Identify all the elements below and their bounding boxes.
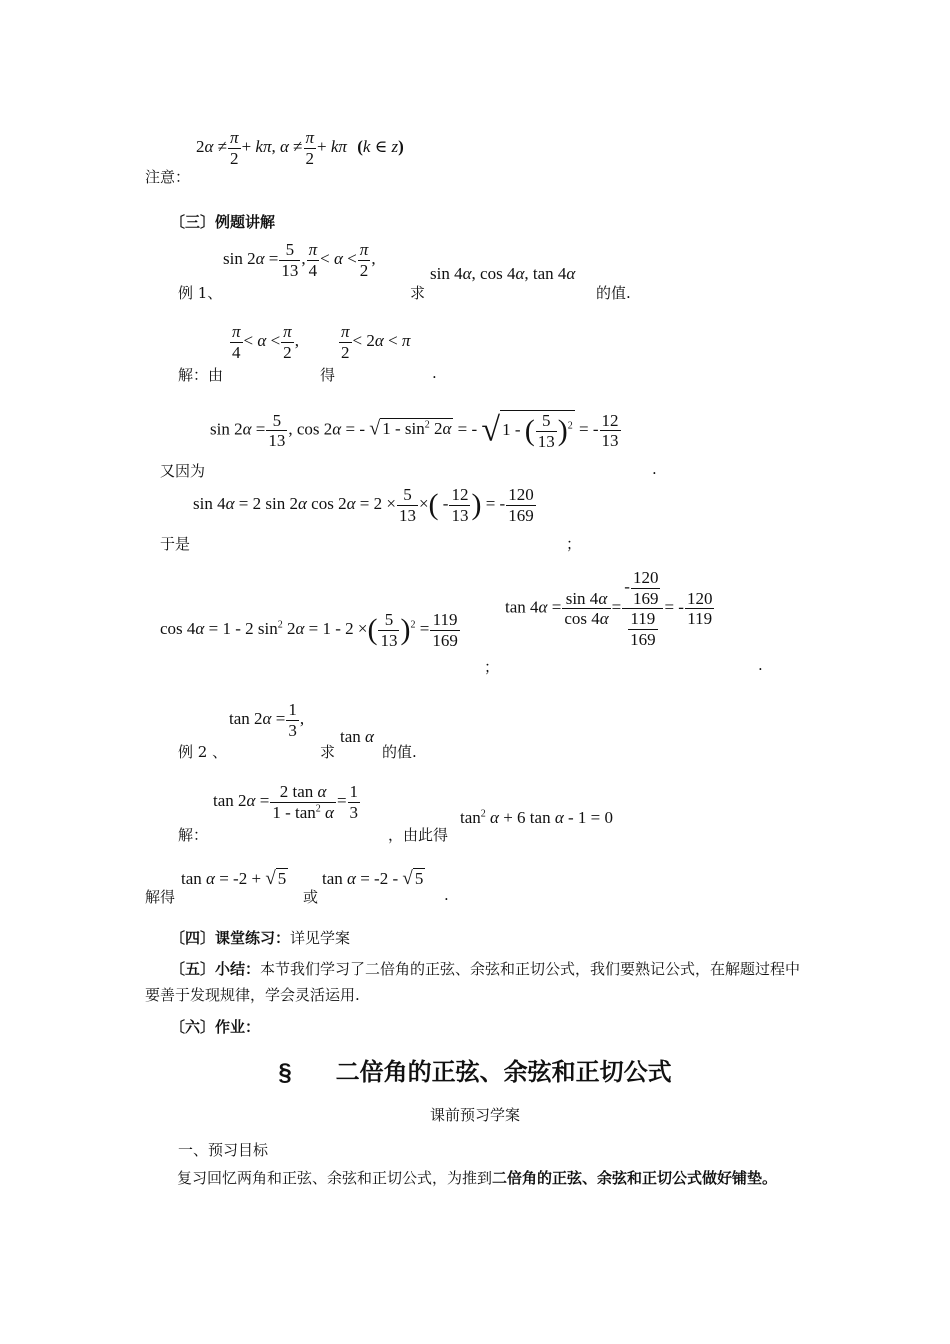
note-formula: 2α ≠ $\frac{\pi}{2}$ + kπ, α ≠ $\frac{\pi}{2}$ + kπ (k ∈ z) [196,128,404,168]
preview-text-bold: 二倍角的正弦、余弦和正切公式做好铺垫。 [492,1170,778,1187]
section-symbol: § [278,1059,292,1086]
example2-suffix: 的值. [382,743,417,761]
section5-title: 〔五〕小结： [170,960,261,978]
solution1-range: $\frac{\pi}{4}$ < α < $\frac{\pi}{2}$ , [232,322,299,362]
example1-suffix: 的值. [596,284,631,302]
section6-title: 〔六〕作业： [170,1018,261,1036]
result-1: tan α = -2 + √ 5 [181,868,287,889]
solution2-mid: ，由此得 [388,826,449,844]
result-label: 解得 [145,888,176,906]
subheading: 课前预习学案 [429,1106,520,1124]
cos4-end: ； [484,658,500,676]
example2-ask: 求 [320,743,336,761]
result-or: 或 [303,888,319,906]
section3-title: 〔三〕例题讲解 [170,213,276,231]
solution1-get: 得 [320,366,336,384]
cos4-formula: cos 4α = 1 - 2 $\sin^2 2\alpha = 1 - 2$ ×( $\frac{5}{13}$ )$^2$ = $\frac{119}{169}$ [160,610,458,650]
example1-given: sin 2α = $\frac{5}{13}$ , $\frac{\pi}{4}$ < α < $\frac{\pi}{2}$ , [223,240,376,280]
example2-target: tan α [340,727,374,746]
example1-label: 例 1、 [178,284,223,302]
result-2: tan α = -2 - √ 5 [322,868,424,889]
example2-given: tan 2α = $\frac{1}{3}$ , [229,700,305,740]
note-label: 注意： [145,168,191,186]
solution1-result: $\frac{\pi}{2}$ < 2α < π [341,322,411,362]
solution1-end: . [432,364,437,382]
section4 [170,927,350,948]
result-end: . [444,886,449,904]
section5-text: 本节我们学习了二倍角的正弦、余弦和正切公式，我们要熟记公式，在解题过程中要善于发现规律，学会灵活运用. [145,960,801,1004]
because-formula: sin 2α = $\frac{5}{13}$ , cos 2α = - √ $1 - \sin^2 2\alpha$ = - √ 1 - ( $\frac{5}{13}$ )$^2$ = - $\frac{12}{13}$ [210,410,619,451]
preview-text-plain: 复习回忆两角和正弦、余弦和正切公式，为推到 [177,1169,493,1187]
preview-text [145,1165,810,1192]
sin4-formula: sin 4α = 2 sin 2α cos 2α = 2 × $\frac{5}{13}$ ×( - $\frac{12}{13}$ ) = - $\frac{120}{169}$ [193,485,534,525]
because-end: . [652,460,657,478]
tan4-formula: tan 4α = $\frac{\sin 4\alpha}{\cos 4\alpha}$ = - $\frac{120}{169}$ $\frac{119}{169}$ = - $\frac{120}{119}$ [505,568,713,649]
sin4-end: ； [566,535,582,553]
solution2-eq: tan 2α = $\frac{\text{2 tan α}}{1 - \tan^2 \alpha}$ = $\frac{1}{3}$ [213,782,359,822]
section4-title: 〔四〕课堂练习： [170,929,291,947]
example2-label: 例 2 、 [178,743,228,761]
heading-title: 二倍角的正弦、余弦和正切公式 [335,1059,672,1086]
section4-text: 详见学案 [290,929,351,947]
solution2-label: 解： [178,826,209,844]
thus-label: 于是 [160,535,191,553]
section5 [145,956,810,1008]
preview-title: 一、预习目标 [178,1141,269,1159]
solution1-label: 解：由 [178,366,224,384]
example1-ask: 求 [410,284,426,302]
because-label: 又因为 [160,462,206,480]
example1-targets: sin 4α, cos 4α, tan 4α [430,264,576,283]
section-heading [0,1052,950,1087]
solution2-quad: $\tan^2 \alpha + 6$ tan α - 1 = 0 [460,808,614,827]
tan4-end: . [758,656,763,674]
